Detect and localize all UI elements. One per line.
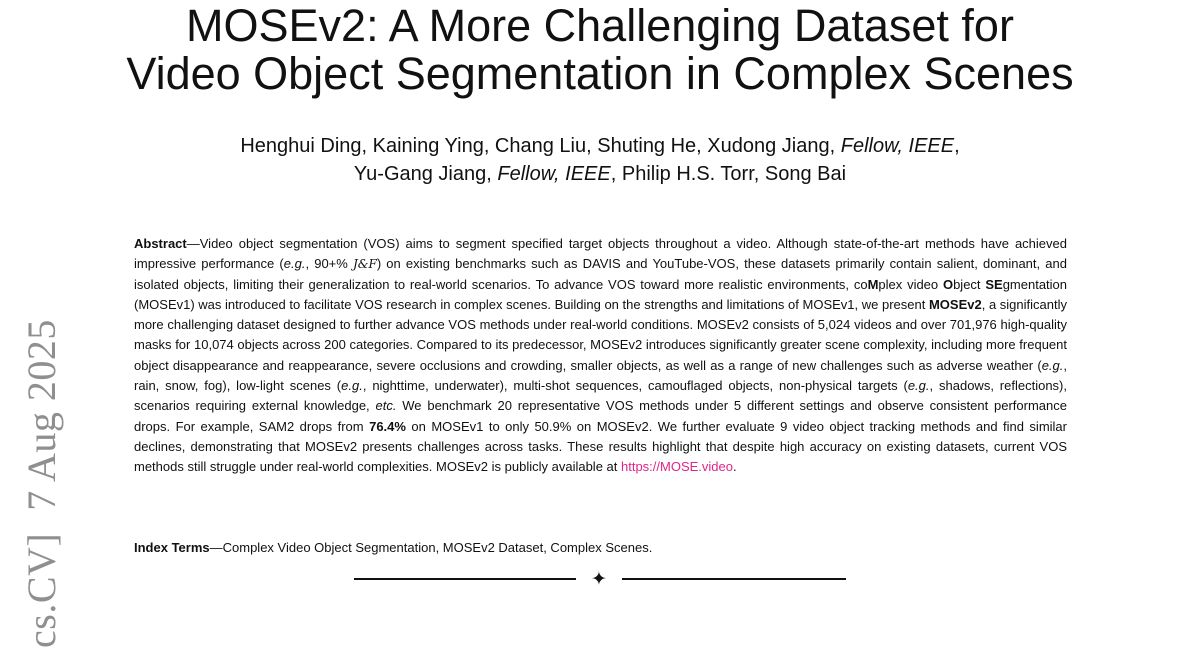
authors-names-3: , Philip H.S. Torr, Song Bai — [610, 163, 847, 185]
authors-line-1 — [0, 132, 1200, 160]
abstract-text: gmentation (MOSEv1) was introduced to facilitate VOS research in complex scenes. Building on the strengths and limitations of MOSEv1, we present — [134, 276, 1068, 312]
star-icon: ✦ — [591, 568, 607, 590]
abstract-text: bject — [953, 276, 986, 292]
abstract-text: We benchmark 20 representative VOS methods under 5 different settings and observe consistent performance drops. For example, SAM2 drops from — [134, 398, 1067, 434]
abstract-eg: e.g. — [907, 378, 930, 394]
divider-line-right — [622, 578, 846, 580]
abstract-text: , a significantly more challenging dataset designed to further advance VOS methods under real-world conditions. MOSEv2 consists of 5,024 videos and over 701,976 high-quality masks for 10,074 objects across 200 categories. Compared to its predecessor, MOSEv2 introduces significantly greater scene complexity, including more frequent object disappearance and reappearance, severe occlusions and crowding, smaller objects, as well as a range of new challenges such as adverse weather ( — [134, 296, 1067, 373]
abstract-text: , shadows, reflections), scenarios requiring external knowledge, — [134, 378, 1067, 414]
arxiv-category: cs.CV] — [19, 532, 64, 648]
abstract-text: , 90+% — [305, 256, 353, 272]
abstract-text: . — [733, 459, 737, 475]
title-line-1: MOSEv2: A More Challenging Dataset for — [186, 0, 1014, 51]
index-terms-label: Index Terms — [134, 540, 210, 555]
sam2-score: 76.4% — [369, 418, 406, 434]
section-divider — [354, 568, 846, 590]
metric-symbol: J&F — [352, 257, 377, 272]
divider-line-left — [354, 578, 576, 580]
dataset-name: MOSEv2 — [928, 296, 982, 312]
abstract-eg: e.g. — [1041, 357, 1064, 373]
acronym-letter: O — [942, 276, 954, 292]
title-line-2: Video Object Segmentation in Complex Scenes — [126, 48, 1074, 99]
abstract-text: on MOSEv1 to only 50.9% on MOSEv2. We further evaluate 9 video object tracking methods and find similar declines, demonstrating that MOSEv2 presents challenges across tasks. These results highlight that despite high accuracy on existing datasets, current VOS methods still struggle under real-world complexities. MOSEv2 is publicly available at — [134, 418, 1067, 475]
abstract — [134, 234, 1067, 478]
index-terms-text: —Complex Video Object Segmentation, MOSEv2 Dataset, Complex Scenes. — [209, 540, 653, 555]
dataset-link[interactable]: https://MOSE.video — [621, 459, 733, 475]
acronym-letter: M — [867, 276, 879, 292]
abstract-text: ) on existing benchmarks such as DAVIS and YouTube-VOS, these datasets primarily contain salient, dominant, and isolated objects, limiting their generalization to real-world scenarios. To advance VOS toward more realistic environments, co — [134, 256, 1067, 292]
index-terms — [134, 538, 1067, 558]
arxiv-date: 7 Aug 2025 — [19, 319, 64, 511]
abstract-text: , rain, snow, fog), low-light scenes ( — [134, 357, 1067, 394]
acronym-letter: SE — [985, 276, 1003, 292]
abstract-text: , nighttime, underwater), multi-shot sequences, camouflaged objects, non-physical targets ( — [362, 378, 908, 394]
abstract-eg: e.g. — [341, 378, 363, 394]
authors-comma: , — [954, 135, 960, 157]
authors-names-1: Henghui Ding, Kaining Ying, Chang Liu, Shuting He, Xudong Jiang, — [240, 135, 841, 157]
authors-line-2 — [0, 160, 1200, 188]
authors-names-2: Yu-Gang Jiang, — [353, 163, 498, 185]
fellow-ieee-2: Fellow, IEEE — [497, 163, 611, 185]
arxiv-side-stamp — [18, 319, 65, 648]
abstract-text: —Video object segmentation (VOS) aims to segment specified target objects throughout a video. Although state-of-the-art methods have achieved impressive performance ( — [134, 236, 1067, 272]
author-list — [0, 132, 1200, 188]
abstract-text: plex video — [878, 276, 943, 292]
paper-title — [0, 2, 1200, 98]
abstract-label: Abstract — [134, 236, 187, 251]
abstract-etc: etc. — [375, 398, 397, 414]
abstract-eg: e.g. — [283, 256, 306, 272]
fellow-ieee-1: Fellow, IEEE — [840, 135, 955, 157]
